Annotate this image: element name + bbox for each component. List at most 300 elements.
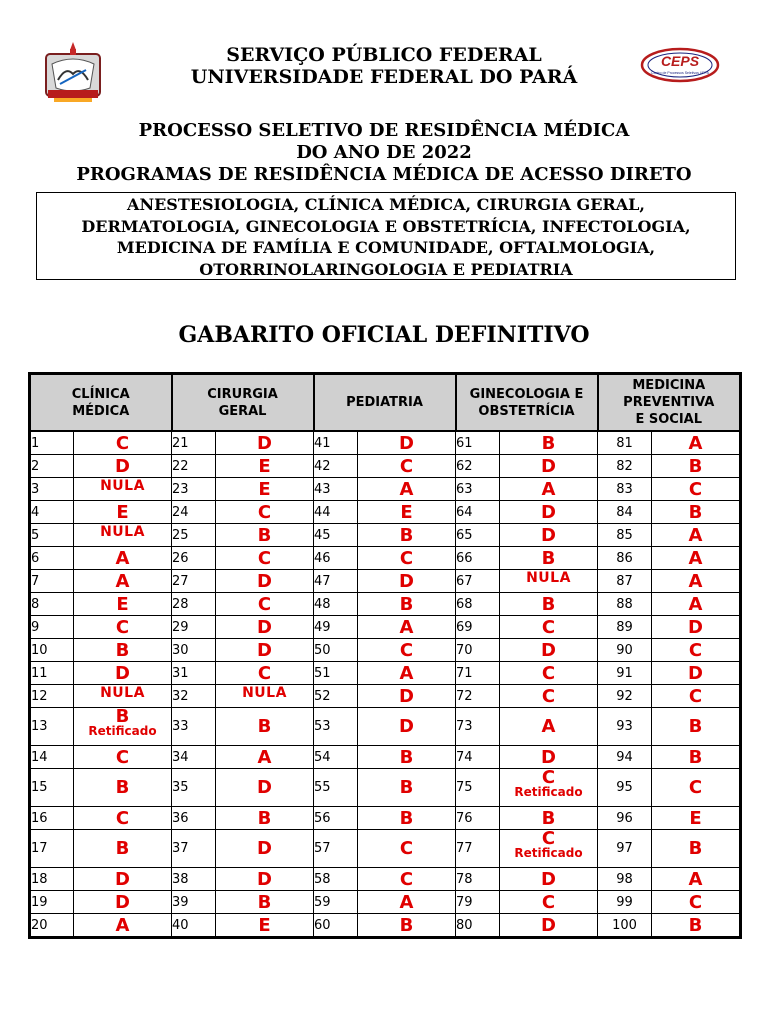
answer-letter: A [688, 547, 703, 569]
question-number: 96 [598, 807, 652, 830]
answer-letter: B [541, 807, 556, 829]
column-header-line: PREVENTIVA [623, 395, 715, 410]
table-header-row [30, 374, 741, 432]
retificado-note: Retificado [514, 846, 583, 860]
question-number: 8 [30, 593, 74, 616]
question-number: 25 [172, 524, 216, 547]
question-number: 90 [598, 639, 652, 662]
column-header-clinica-medica [30, 374, 172, 432]
question-number: 49 [314, 616, 358, 639]
answer-cell [216, 570, 314, 593]
table-row [30, 830, 741, 868]
answer-letter: D [541, 455, 556, 477]
answer-cell [74, 593, 172, 616]
ceps-logo [640, 46, 720, 84]
question-number: 97 [598, 830, 652, 868]
answer-letter: B [541, 593, 556, 615]
question-number: 46 [314, 547, 358, 570]
question-number: 30 [172, 639, 216, 662]
question-number: 9 [30, 616, 74, 639]
question-number: 12 [30, 685, 74, 708]
answer-cell [74, 639, 172, 662]
answer-letter: B [399, 746, 414, 768]
answer-letter: NULA [526, 570, 571, 586]
answer-letter: C [541, 891, 556, 913]
answer-letter: B [688, 455, 703, 477]
answer-cell [216, 914, 314, 938]
answer-letter: B [688, 914, 703, 936]
answer-cell [358, 914, 456, 938]
answer-letter: A [541, 716, 556, 737]
question-number: 36 [172, 807, 216, 830]
specialties-line: DERMATOLOGIA, GINECOLOGIA E OBSTETRÍCIA, INFECTOLOGIA, [81, 216, 691, 236]
question-number: 100 [598, 914, 652, 938]
answer-cell [216, 431, 314, 455]
column-header-line: GINECOLOGIA E [469, 386, 584, 402]
answer-letter: C [399, 547, 414, 569]
answer-cell [652, 616, 741, 639]
question-number: 74 [456, 746, 500, 769]
answer-letter: B [399, 593, 414, 615]
column-header-line: MEDICINA [632, 378, 706, 393]
question-number: 15 [30, 769, 74, 807]
table-row [30, 455, 741, 478]
question-number: 39 [172, 891, 216, 914]
answer-cell [652, 891, 741, 914]
answer-letter: C [115, 807, 130, 829]
question-number: 2 [30, 455, 74, 478]
column-header-line: CIRURGIA [207, 386, 278, 402]
answer-letter: E [258, 455, 271, 477]
answer-letter: D [688, 616, 703, 638]
answer-letter: NULA [100, 524, 145, 540]
answer-letter: A [399, 662, 414, 684]
answer-letter: C [541, 828, 556, 849]
answer-letter: NULA [100, 478, 145, 494]
column-header-line: PEDIATRIA [346, 395, 423, 410]
answer-letter: A [115, 547, 130, 569]
answer-cell [500, 662, 598, 685]
answer-cell [358, 639, 456, 662]
answer-cell [652, 708, 741, 746]
answer-letter: A [541, 478, 556, 500]
question-number: 89 [598, 616, 652, 639]
question-number: 43 [314, 478, 358, 501]
answer-letter: B [541, 547, 556, 569]
answer-cell [358, 746, 456, 769]
question-number: 42 [314, 455, 358, 478]
question-number: 50 [314, 639, 358, 662]
answer-cell [652, 478, 741, 501]
question-number: 62 [456, 455, 500, 478]
answer-cell [358, 455, 456, 478]
answer-cell [358, 478, 456, 501]
question-number: 78 [456, 868, 500, 891]
answer-cell [216, 830, 314, 868]
question-number: 33 [172, 708, 216, 746]
answer-letter: D [399, 716, 414, 737]
answer-cell [358, 501, 456, 524]
question-number: 11 [30, 662, 74, 685]
question-number: 59 [314, 891, 358, 914]
answer-letter: B [688, 746, 703, 768]
answer-cell [652, 547, 741, 570]
answer-letter: B [115, 706, 130, 727]
answer-cell [74, 891, 172, 914]
question-number: 64 [456, 501, 500, 524]
table-row [30, 501, 741, 524]
question-number: 5 [30, 524, 74, 547]
answer-letter: D [257, 616, 272, 638]
answer-letter: C [688, 685, 703, 707]
answer-cell [358, 593, 456, 616]
page-title: GABARITO OFICIAL DEFINITIVO [178, 322, 590, 348]
question-number: 47 [314, 570, 358, 593]
answer-letter: B [688, 716, 703, 737]
answer-cell [216, 868, 314, 891]
answer-letter: C [257, 593, 272, 615]
answer-cell [216, 891, 314, 914]
answer-cell [652, 914, 741, 938]
question-number: 45 [314, 524, 358, 547]
answer-cell [500, 685, 598, 708]
answer-cell [652, 868, 741, 891]
answer-table-body [30, 431, 741, 938]
table-row [30, 868, 741, 891]
header-line-2: UNIVERSIDADE FEDERAL DO PARÁ [190, 66, 578, 88]
question-number: 83 [598, 478, 652, 501]
answer-cell [652, 570, 741, 593]
answer-letter: D [541, 868, 556, 890]
retificado-note: Retificado [514, 785, 583, 799]
table-row [30, 914, 741, 938]
answer-letter: D [399, 570, 414, 592]
answer-cell [358, 807, 456, 830]
question-number: 6 [30, 547, 74, 570]
answer-cell [500, 807, 598, 830]
column-header-pediatria [314, 374, 456, 432]
answer-cell [652, 830, 741, 868]
column-header-line: E SOCIAL [635, 412, 703, 427]
question-number: 60 [314, 914, 358, 938]
question-number: 58 [314, 868, 358, 891]
answer-letter: B [115, 777, 130, 798]
answer-letter: A [688, 593, 703, 615]
answer-key-table [28, 372, 742, 939]
answer-cell [216, 478, 314, 501]
answer-letter: D [115, 662, 130, 684]
answer-cell [500, 868, 598, 891]
table-row [30, 708, 741, 746]
answer-letter: C [541, 616, 556, 638]
answer-cell [74, 708, 172, 746]
answer-letter: D [115, 868, 130, 890]
answer-cell [652, 685, 741, 708]
answer-letter: B [115, 838, 130, 859]
question-number: 27 [172, 570, 216, 593]
answer-letter: C [257, 547, 272, 569]
answer-letter: D [257, 432, 272, 454]
process-line-1: PROCESSO SELETIVO DE RESIDÊNCIA MÉDICA [138, 120, 630, 141]
question-number: 3 [30, 478, 74, 501]
question-number: 7 [30, 570, 74, 593]
column-header-line: CLÍNICA [71, 386, 130, 402]
answer-letter: C [257, 501, 272, 523]
column-header-medicina-preventiva [598, 374, 741, 432]
answer-letter: D [115, 455, 130, 477]
question-number: 22 [172, 455, 216, 478]
answer-letter: E [689, 807, 702, 829]
question-number: 57 [314, 830, 358, 868]
question-number: 94 [598, 746, 652, 769]
answer-cell [216, 769, 314, 807]
answer-cell [74, 431, 172, 455]
answer-cell [358, 708, 456, 746]
answer-letter: D [541, 914, 556, 936]
question-number: 17 [30, 830, 74, 868]
question-number: 37 [172, 830, 216, 868]
answer-letter: C [688, 891, 703, 913]
answer-letter: B [541, 432, 556, 454]
answer-cell [652, 746, 741, 769]
question-number: 18 [30, 868, 74, 891]
answer-cell [216, 708, 314, 746]
answer-cell [358, 891, 456, 914]
answer-cell [74, 769, 172, 807]
answer-cell [500, 455, 598, 478]
question-number: 85 [598, 524, 652, 547]
specialties-line: OTORRINOLARINGOLOGIA E PEDIATRIA [199, 259, 573, 279]
specialties-line: ANESTESIOLOGIA, CLÍNICA MÉDICA, CIRURGIA GERAL, [127, 195, 645, 214]
answer-letter: D [257, 777, 272, 798]
question-number: 72 [456, 685, 500, 708]
answer-cell [74, 662, 172, 685]
answer-cell [652, 807, 741, 830]
answer-cell [74, 914, 172, 938]
answer-cell [358, 570, 456, 593]
process-line-2: DO ANO DE 2022 [296, 142, 472, 163]
question-number: 40 [172, 914, 216, 938]
question-number: 80 [456, 914, 500, 938]
answer-letter: A [688, 868, 703, 890]
answer-letter: D [257, 838, 272, 859]
answer-letter: A [399, 616, 414, 638]
answer-cell [74, 868, 172, 891]
question-number: 77 [456, 830, 500, 868]
answer-letter: C [399, 455, 414, 477]
answer-cell [74, 570, 172, 593]
answer-cell [358, 868, 456, 891]
answer-cell [500, 769, 598, 807]
answer-letter: D [541, 746, 556, 768]
question-number: 92 [598, 685, 652, 708]
answer-letter: NULA [100, 685, 145, 701]
answer-cell [500, 616, 598, 639]
answer-letter: C [688, 478, 703, 500]
question-number: 56 [314, 807, 358, 830]
answer-cell [216, 746, 314, 769]
answer-letter: B [115, 639, 130, 661]
table-row [30, 593, 741, 616]
question-number: 23 [172, 478, 216, 501]
answer-cell [652, 431, 741, 455]
question-number: 76 [456, 807, 500, 830]
question-number: 10 [30, 639, 74, 662]
answer-letter: A [399, 891, 414, 913]
answer-cell [358, 662, 456, 685]
question-number: 26 [172, 547, 216, 570]
table-row [30, 547, 741, 570]
answer-cell [358, 830, 456, 868]
answer-letter: A [115, 570, 130, 592]
question-number: 86 [598, 547, 652, 570]
answer-cell [74, 501, 172, 524]
table-row [30, 570, 741, 593]
answer-cell [500, 891, 598, 914]
answer-cell [216, 547, 314, 570]
table-row [30, 639, 741, 662]
answer-cell [216, 501, 314, 524]
answer-letter: D [541, 639, 556, 661]
answer-cell [74, 746, 172, 769]
specialties-box [36, 192, 736, 280]
question-number: 1 [30, 431, 74, 455]
table-row [30, 431, 741, 455]
answer-cell [500, 593, 598, 616]
question-number: 4 [30, 501, 74, 524]
ceps-logo-text: CEPS [660, 53, 700, 69]
answer-letter: C [115, 746, 130, 768]
answer-letter: D [541, 524, 556, 546]
answer-letter: A [688, 524, 703, 546]
question-number: 81 [598, 431, 652, 455]
column-header-line: GERAL [218, 403, 267, 419]
answer-cell [500, 830, 598, 868]
answer-letter: E [258, 478, 271, 500]
answer-cell [74, 830, 172, 868]
question-number: 71 [456, 662, 500, 685]
answer-cell [74, 616, 172, 639]
answer-cell [652, 501, 741, 524]
answer-letter: A [688, 570, 703, 592]
answer-letter: E [400, 501, 413, 523]
question-number: 75 [456, 769, 500, 807]
ceps-logo-subtext: Centro de Processos Seletivos UFPA [651, 71, 709, 75]
answer-cell [500, 570, 598, 593]
answer-letter: A [688, 432, 703, 454]
question-number: 54 [314, 746, 358, 769]
question-number: 63 [456, 478, 500, 501]
question-number: 48 [314, 593, 358, 616]
question-number: 70 [456, 639, 500, 662]
question-number: 84 [598, 501, 652, 524]
answer-cell [500, 524, 598, 547]
answer-cell [652, 662, 741, 685]
answer-cell [216, 639, 314, 662]
answer-letter: B [399, 524, 414, 546]
answer-cell [500, 914, 598, 938]
question-number: 13 [30, 708, 74, 746]
answer-cell [216, 685, 314, 708]
answer-letter: D [257, 639, 272, 661]
question-number: 44 [314, 501, 358, 524]
answer-letter: C [399, 639, 414, 661]
answer-letter: C [541, 767, 556, 788]
question-number: 93 [598, 708, 652, 746]
question-number: 28 [172, 593, 216, 616]
answer-cell [74, 524, 172, 547]
table-row [30, 662, 741, 685]
table-row [30, 524, 741, 547]
question-number: 67 [456, 570, 500, 593]
answer-cell [500, 547, 598, 570]
question-number: 79 [456, 891, 500, 914]
answer-cell [74, 547, 172, 570]
table-row [30, 616, 741, 639]
question-number: 38 [172, 868, 216, 891]
question-number: 98 [598, 868, 652, 891]
question-number: 14 [30, 746, 74, 769]
retificado-note: Retificado [88, 724, 157, 738]
answer-letter: B [688, 838, 703, 859]
question-number: 69 [456, 616, 500, 639]
answer-cell [500, 478, 598, 501]
answer-letter: B [399, 777, 414, 798]
answer-letter: A [115, 914, 130, 936]
answer-letter: D [688, 662, 703, 684]
question-number: 55 [314, 769, 358, 807]
question-number: 95 [598, 769, 652, 807]
question-number: 52 [314, 685, 358, 708]
answer-letter: B [257, 716, 272, 737]
column-header-cirurgia-geral [172, 374, 314, 432]
answer-cell [500, 431, 598, 455]
answer-cell [216, 593, 314, 616]
answer-letter: E [116, 593, 129, 615]
answer-cell [652, 455, 741, 478]
process-line-3: PROGRAMAS DE RESIDÊNCIA MÉDICA DE ACESSO DIRETO [76, 164, 692, 185]
question-number: 31 [172, 662, 216, 685]
answer-cell [216, 662, 314, 685]
answer-letter: D [399, 685, 414, 707]
answer-letter: C [257, 662, 272, 684]
question-number: 53 [314, 708, 358, 746]
answer-cell [216, 807, 314, 830]
specialties-line: MEDICINA DE FAMÍLIA E COMUNIDADE, OFTALMOLOGIA, [116, 238, 656, 257]
answer-letter: C [541, 662, 556, 684]
answer-letter: NULA [242, 685, 287, 701]
answer-cell [652, 524, 741, 547]
question-number: 24 [172, 501, 216, 524]
answer-letter: C [399, 868, 414, 890]
answer-cell [500, 708, 598, 746]
answer-letter: A [399, 478, 414, 500]
answer-letter: D [399, 432, 414, 454]
question-number: 68 [456, 593, 500, 616]
question-number: 41 [314, 431, 358, 455]
answer-letter: C [115, 432, 130, 454]
header-line-1: SERVIÇO PÚBLICO FEDERAL [226, 44, 542, 66]
answer-cell [500, 501, 598, 524]
column-header-line: OBSTETRÍCIA [478, 403, 575, 419]
answer-letter: B [399, 914, 414, 936]
answer-letter: B [399, 807, 414, 829]
answer-cell [358, 547, 456, 570]
question-number: 73 [456, 708, 500, 746]
question-number: 87 [598, 570, 652, 593]
question-number: 32 [172, 685, 216, 708]
column-header-line: MÉDICA [72, 403, 130, 419]
